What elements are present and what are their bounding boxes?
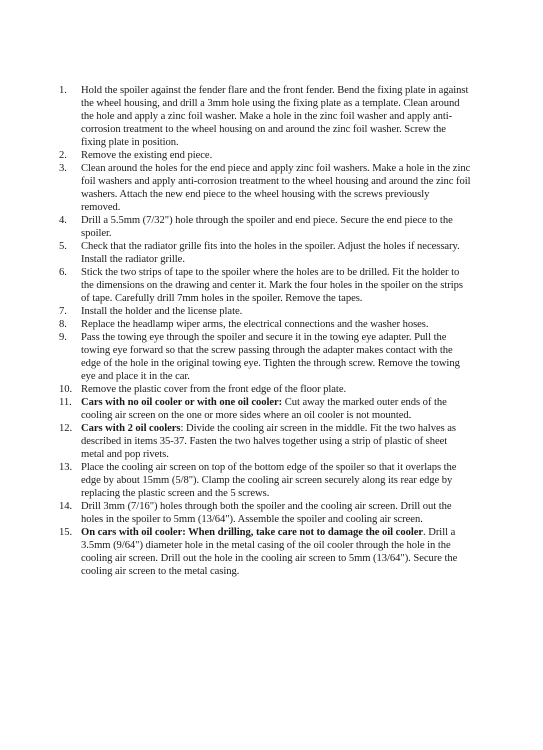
step-number: 13.: [59, 462, 73, 473]
step-lead: Cars with no oil cooler or with one oil cooler:: [81, 397, 283, 408]
step-number: 12.: [59, 423, 73, 434]
step-number: 10.: [59, 384, 73, 395]
step-text: Remove the existing end piece.: [81, 150, 213, 161]
instruction-step: [59, 214, 471, 240]
step-number: 6.: [59, 267, 67, 278]
instruction-step: [59, 500, 471, 526]
step-text: Stick the two strips of tape to the spoiler where the holes are to be drilled. Fit the holder to the dimensions on the drawing and center it. Mark the four holes in the spoiler on the strips of tape. Carefully drill 7mm holes in the spoiler. Remove the tapes.: [81, 267, 463, 304]
step-number: 2.: [59, 150, 67, 161]
step-text: Check that the radiator grille fits into the holes in the spoiler. Adjust the holes if necessary. Install the radiator grille.: [81, 241, 460, 265]
step-text: . Drill a 3.5mm (9/64") diameter hole in the metal casing of the oil cooler through the hole in the cooling air screen. Drill out the hole in the cooling air screen to 5mm (13/64"). Secure the cooling air screen to the metal casing.: [81, 527, 458, 577]
instruction-step: [59, 526, 471, 578]
step-text: Install the holder and the license plate.: [81, 306, 243, 317]
step-lead: On cars with oil cooler: When drilling, take care not to damage the oil cooler: [81, 527, 424, 538]
instruction-step: [59, 84, 471, 149]
step-number: 1.: [59, 85, 67, 96]
instruction-step: [59, 318, 471, 331]
step-number: 3.: [59, 163, 67, 174]
instruction-step: [59, 162, 471, 214]
step-text: Cut away the marked outer ends of the cooling air screen on the one or more sides where an oil cooler is not mounted.: [81, 397, 447, 421]
instruction-step: [59, 396, 471, 422]
step-text: Remove the plastic cover from the front edge of the floor plate.: [81, 384, 347, 395]
step-text: : Divide the cooling air screen in the middle. Fit the two halves as described in items 35-37. Fasten the two halves together using a strip of plastic of sheet metal and pop rivets.: [81, 423, 456, 460]
step-number: 14.: [59, 501, 73, 512]
step-number: 7.: [59, 306, 67, 317]
instruction-step: [59, 383, 471, 396]
step-text: Drill 3mm (7/16") holes through both the spoiler and the cooling air screen. Drill out the holes in the spoiler to 5mm (13/64"). Assemble the spoiler and cooling air screen.: [81, 501, 452, 525]
step-number: 11.: [59, 397, 72, 408]
step-number: 8.: [59, 319, 67, 330]
step-text: Replace the headlamp wiper arms, the electrical connections and the washer hoses.: [81, 319, 429, 330]
instruction-step: [59, 149, 471, 162]
instruction-step: [59, 331, 471, 383]
step-text: Clean around the holes for the end piece and apply zinc foil washers. Make a hole in the zinc foil washers and apply anti-corrosion treatment to the wheel housing and around the zinc foil washers. Attach the new end piece to the wheel housing with the screws previously removed.: [81, 163, 471, 213]
step-number: 4.: [59, 215, 67, 226]
step-text: Hold the spoiler against the fender flare and the front fender. Bend the fixing plate in against the wheel housing, and drill a 3mm hole using the fixing plate as a template. Clean around the hole and apply a zinc foil washer. Make a hole in the zinc foil washer and apply anti-corrosion treatment to the wheel housing on and around the zinc foil washer. Screw the fixing plate in position.: [81, 85, 469, 148]
step-lead: Cars with 2 oil coolers: [81, 423, 181, 434]
step-number: 5.: [59, 241, 67, 252]
instruction-step: [59, 461, 471, 500]
instruction-step: [59, 266, 471, 305]
step-text: Pass the towing eye through the spoiler and secure it in the towing eye adapter. Pull the towing eye forward so that the screw passing through the adapter makes contact with the edge of the hole in the original towing eye. Tighten the through screw. Remove the towing eye and place it in the car.: [81, 332, 460, 382]
step-text: Drill a 5.5mm (7/32") hole through the spoiler and end piece. Secure the end piece to the spoiler.: [81, 215, 453, 239]
instruction-step: [59, 240, 471, 266]
instruction-step: [59, 422, 471, 461]
step-number: 9.: [59, 332, 67, 343]
step-text: Place the cooling air screen on top of the bottom edge of the spoiler so that it overlaps the edge by about 15mm (5/8"). Clamp the cooling air screen securely along its rear edge by replacing the plastic screen and the 5 screws.: [81, 462, 457, 499]
instruction-step: [59, 305, 471, 318]
step-number: 15.: [59, 527, 73, 538]
instruction-list: [59, 84, 471, 578]
